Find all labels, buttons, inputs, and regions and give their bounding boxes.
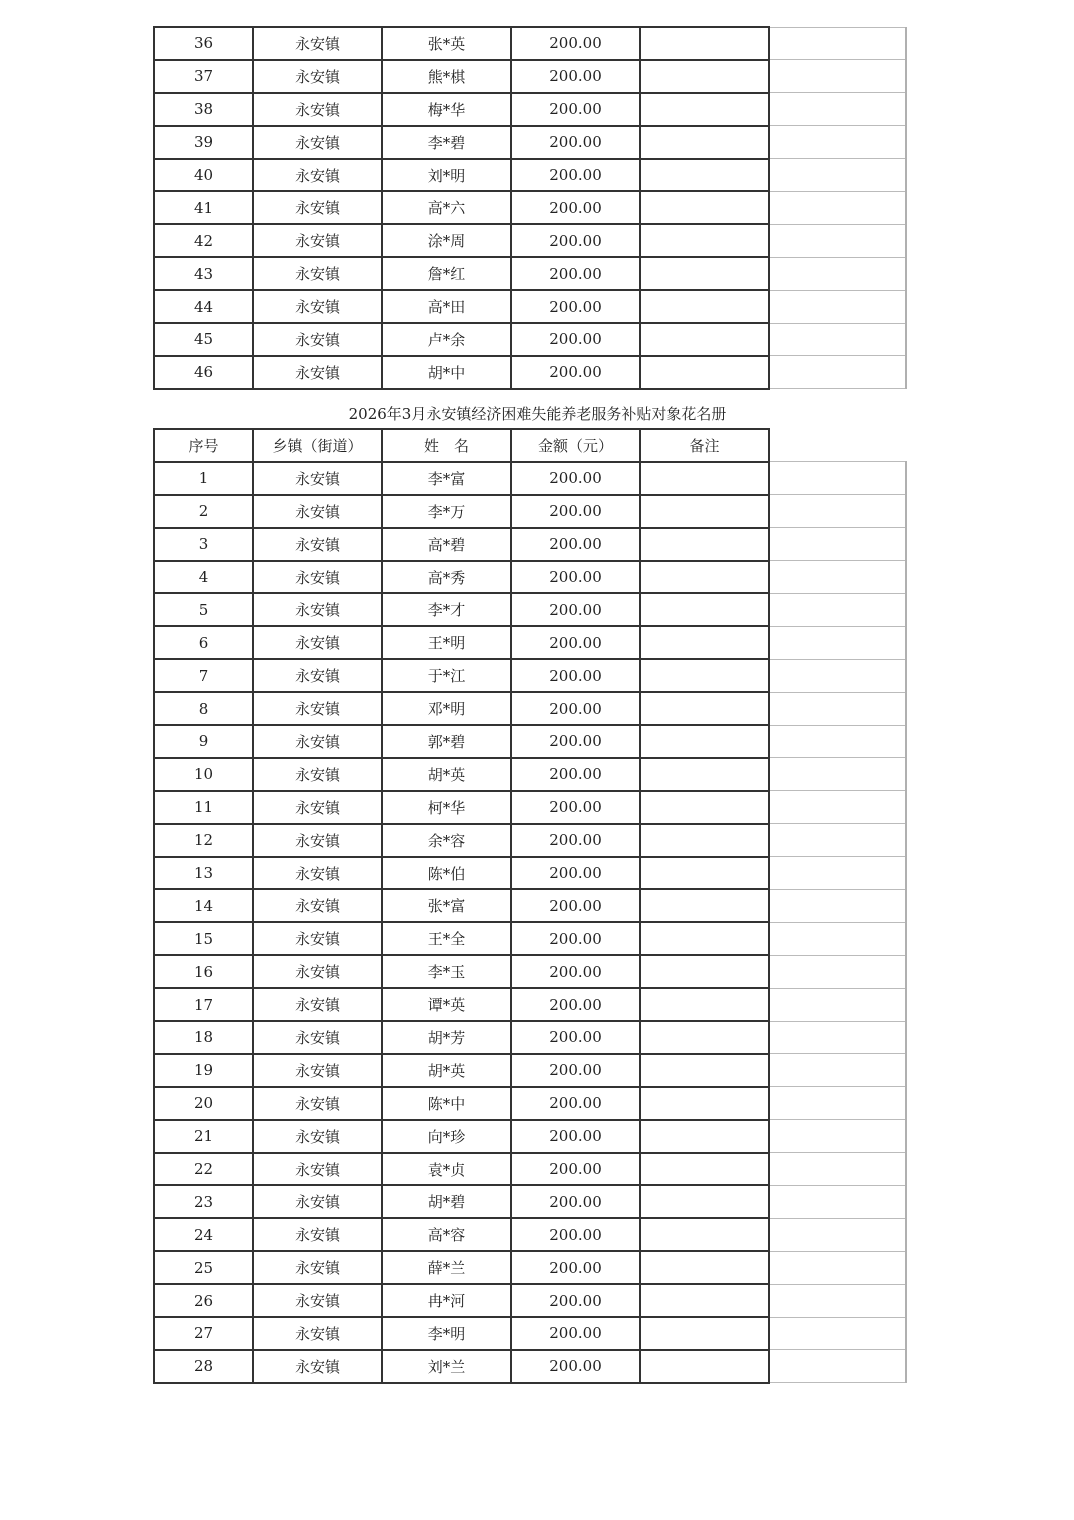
row-remarks (640, 561, 769, 594)
table-row (154, 593, 906, 626)
row-amount: 200.00 (511, 659, 640, 692)
row-name: 李*碧 (382, 126, 511, 159)
row-remarks (640, 1120, 769, 1153)
row-serial-number: 37 (154, 60, 253, 93)
row-serial-number: 22 (154, 1153, 253, 1186)
row-extra-cell (769, 955, 906, 988)
row-amount: 200.00 (511, 1054, 640, 1087)
row-township: 永安镇 (253, 191, 382, 224)
row-amount: 200.00 (511, 27, 640, 60)
row-extra-cell (769, 1021, 906, 1054)
row-amount: 200.00 (511, 224, 640, 257)
table-row (154, 659, 906, 692)
row-township: 永安镇 (253, 528, 382, 561)
table-row (154, 159, 906, 192)
roster-table-continued-body (154, 27, 906, 389)
table-row (154, 495, 906, 528)
row-name: 李*明 (382, 1317, 511, 1350)
row-amount: 200.00 (511, 93, 640, 126)
row-name: 胡*芳 (382, 1021, 511, 1054)
row-extra-cell (769, 758, 906, 791)
row-name: 李*才 (382, 593, 511, 626)
row-serial-number: 39 (154, 126, 253, 159)
row-amount: 200.00 (511, 356, 640, 389)
row-remarks (640, 955, 769, 988)
row-amount: 200.00 (511, 1185, 640, 1218)
row-name: 胡*英 (382, 758, 511, 791)
row-serial-number: 23 (154, 1185, 253, 1218)
row-extra-cell (769, 528, 906, 561)
row-amount: 200.00 (511, 528, 640, 561)
row-township: 永安镇 (253, 1185, 382, 1218)
row-extra-cell (769, 922, 906, 955)
row-remarks (640, 1350, 769, 1383)
row-amount: 200.00 (511, 159, 640, 192)
row-township: 永安镇 (253, 323, 382, 356)
row-name: 陈*中 (382, 1087, 511, 1120)
table-row (154, 1153, 906, 1186)
row-remarks (640, 323, 769, 356)
row-serial-number: 18 (154, 1021, 253, 1054)
row-serial-number: 24 (154, 1218, 253, 1251)
row-serial-number: 27 (154, 1317, 253, 1350)
row-serial-number: 8 (154, 692, 253, 725)
row-extra-cell (769, 1087, 906, 1120)
roster-title: 2026年3月永安镇经济困难失能养老服务补贴对象花名册 (348, 405, 727, 423)
row-amount: 200.00 (511, 955, 640, 988)
row-remarks (640, 1087, 769, 1120)
row-remarks (640, 1284, 769, 1317)
row-serial-number: 19 (154, 1054, 253, 1087)
row-remarks (640, 1185, 769, 1218)
table-row (154, 93, 906, 126)
row-extra-cell (769, 1153, 906, 1186)
row-serial-number: 20 (154, 1087, 253, 1120)
table-row (154, 27, 906, 60)
row-name: 涂*周 (382, 224, 511, 257)
row-serial-number: 15 (154, 922, 253, 955)
row-name: 陈*伯 (382, 857, 511, 890)
row-name: 薛*兰 (382, 1251, 511, 1284)
row-extra-cell (769, 60, 906, 93)
row-name: 卢*余 (382, 323, 511, 356)
row-amount: 200.00 (511, 1087, 640, 1120)
row-amount: 200.00 (511, 758, 640, 791)
row-amount: 200.00 (511, 725, 640, 758)
row-remarks (640, 725, 769, 758)
row-name: 张*英 (382, 27, 511, 60)
row-name: 柯*华 (382, 791, 511, 824)
row-remarks (640, 126, 769, 159)
row-extra-cell (769, 356, 906, 389)
row-serial-number: 7 (154, 659, 253, 692)
row-serial-number: 21 (154, 1120, 253, 1153)
row-remarks (640, 1251, 769, 1284)
row-amount: 200.00 (511, 1317, 640, 1350)
row-remarks (640, 1218, 769, 1251)
row-remarks (640, 1021, 769, 1054)
row-serial-number: 41 (154, 191, 253, 224)
row-amount: 200.00 (511, 692, 640, 725)
row-extra-cell (769, 1218, 906, 1251)
row-remarks (640, 224, 769, 257)
row-extra-cell (769, 725, 906, 758)
row-serial-number: 2 (154, 495, 253, 528)
row-remarks (640, 692, 769, 725)
row-township: 永安镇 (253, 1021, 382, 1054)
row-name: 熊*棋 (382, 60, 511, 93)
row-township: 永安镇 (253, 857, 382, 890)
table-row (154, 791, 906, 824)
row-remarks (640, 824, 769, 857)
row-township: 永安镇 (253, 1218, 382, 1251)
row-name: 李*万 (382, 495, 511, 528)
row-township: 永安镇 (253, 1350, 382, 1383)
table-row (154, 758, 906, 791)
row-name: 王*全 (382, 922, 511, 955)
row-serial-number: 25 (154, 1251, 253, 1284)
row-township: 永安镇 (253, 1317, 382, 1350)
row-township: 永安镇 (253, 725, 382, 758)
table-row (154, 1087, 906, 1120)
row-name: 邓*明 (382, 692, 511, 725)
row-remarks (640, 528, 769, 561)
row-township: 永安镇 (253, 692, 382, 725)
row-remarks (640, 93, 769, 126)
row-remarks (640, 191, 769, 224)
row-remarks (640, 758, 769, 791)
header-township: 乡镇（街道） (253, 429, 382, 462)
row-township: 永安镇 (253, 626, 382, 659)
row-amount: 200.00 (511, 1350, 640, 1383)
header-amount: 金额（元） (511, 429, 640, 462)
row-remarks (640, 356, 769, 389)
row-township: 永安镇 (253, 290, 382, 323)
table-row (154, 561, 906, 594)
row-township: 永安镇 (253, 224, 382, 257)
row-remarks (640, 495, 769, 528)
row-amount: 200.00 (511, 1284, 640, 1317)
row-extra-cell (769, 93, 906, 126)
row-township: 永安镇 (253, 758, 382, 791)
row-remarks (640, 922, 769, 955)
roster-table-body (154, 462, 906, 1383)
row-remarks (640, 1054, 769, 1087)
row-extra-cell (769, 224, 906, 257)
table-row (154, 1317, 906, 1350)
row-amount: 200.00 (511, 1120, 640, 1153)
row-remarks (640, 159, 769, 192)
row-remarks (640, 60, 769, 93)
row-serial-number: 46 (154, 356, 253, 389)
row-township: 永安镇 (253, 922, 382, 955)
row-township: 永安镇 (253, 159, 382, 192)
table-row (154, 857, 906, 890)
row-township: 永安镇 (253, 1284, 382, 1317)
table-row (154, 955, 906, 988)
row-name: 胡*碧 (382, 1185, 511, 1218)
row-extra-cell (769, 1054, 906, 1087)
row-extra-cell (769, 1317, 906, 1350)
row-remarks (640, 1153, 769, 1186)
row-extra-cell (769, 27, 906, 60)
row-amount: 200.00 (511, 922, 640, 955)
row-serial-number: 14 (154, 889, 253, 922)
row-remarks (640, 791, 769, 824)
table-row (154, 922, 906, 955)
row-serial-number: 44 (154, 290, 253, 323)
row-township: 永安镇 (253, 126, 382, 159)
row-township: 永安镇 (253, 93, 382, 126)
row-extra-cell (769, 1284, 906, 1317)
row-name: 高*六 (382, 191, 511, 224)
row-extra-cell (769, 857, 906, 890)
row-extra-cell (769, 659, 906, 692)
row-amount: 200.00 (511, 257, 640, 290)
row-amount: 200.00 (511, 462, 640, 495)
row-extra-cell (769, 290, 906, 323)
table-row (154, 1185, 906, 1218)
row-serial-number: 40 (154, 159, 253, 192)
row-amount: 200.00 (511, 1021, 640, 1054)
row-remarks (640, 659, 769, 692)
table-row (154, 224, 906, 257)
row-amount: 200.00 (511, 1153, 640, 1186)
row-extra-cell (769, 692, 906, 725)
row-township: 永安镇 (253, 60, 382, 93)
row-serial-number: 38 (154, 93, 253, 126)
row-township: 永安镇 (253, 561, 382, 594)
table-row (154, 1054, 906, 1087)
row-serial-number: 1 (154, 462, 253, 495)
row-serial-number: 16 (154, 955, 253, 988)
row-township: 永安镇 (253, 1087, 382, 1120)
table-row (154, 1284, 906, 1317)
row-extra-cell (769, 495, 906, 528)
row-township: 永安镇 (253, 257, 382, 290)
row-township: 永安镇 (253, 1054, 382, 1087)
table-row (154, 126, 906, 159)
row-name: 郭*碧 (382, 725, 511, 758)
row-amount: 200.00 (511, 191, 640, 224)
row-name: 谭*英 (382, 988, 511, 1021)
row-serial-number: 6 (154, 626, 253, 659)
row-extra-cell (769, 626, 906, 659)
row-name: 李*富 (382, 462, 511, 495)
row-amount: 200.00 (511, 323, 640, 356)
row-amount: 200.00 (511, 561, 640, 594)
row-remarks (640, 290, 769, 323)
row-serial-number: 3 (154, 528, 253, 561)
row-township: 永安镇 (253, 824, 382, 857)
row-remarks (640, 1317, 769, 1350)
row-extra-cell (769, 988, 906, 1021)
row-township: 永安镇 (253, 988, 382, 1021)
row-amount: 200.00 (511, 1251, 640, 1284)
table-row (154, 988, 906, 1021)
row-township: 永安镇 (253, 955, 382, 988)
row-township: 永安镇 (253, 1120, 382, 1153)
row-amount: 200.00 (511, 126, 640, 159)
table-row (154, 1350, 906, 1383)
row-serial-number: 45 (154, 323, 253, 356)
row-township: 永安镇 (253, 462, 382, 495)
row-name: 李*玉 (382, 955, 511, 988)
row-name: 詹*红 (382, 257, 511, 290)
row-remarks (640, 988, 769, 1021)
table-row (154, 1218, 906, 1251)
row-extra-cell (769, 257, 906, 290)
roster-table-continued (153, 26, 907, 390)
row-name: 张*富 (382, 889, 511, 922)
row-township: 永安镇 (253, 1153, 382, 1186)
row-name: 刘*明 (382, 159, 511, 192)
header-extra-column (769, 429, 906, 462)
row-extra-cell (769, 462, 906, 495)
row-extra-cell (769, 1350, 906, 1383)
row-amount: 200.00 (511, 495, 640, 528)
row-amount: 200.00 (511, 60, 640, 93)
table-row (154, 1120, 906, 1153)
row-serial-number: 13 (154, 857, 253, 890)
row-remarks (640, 462, 769, 495)
row-amount: 200.00 (511, 889, 640, 922)
row-extra-cell (769, 561, 906, 594)
row-name: 胡*英 (382, 1054, 511, 1087)
row-extra-cell (769, 1185, 906, 1218)
table-row (154, 626, 906, 659)
row-extra-cell (769, 159, 906, 192)
table-row (154, 257, 906, 290)
table-row (154, 725, 906, 758)
row-name: 高*碧 (382, 528, 511, 561)
row-remarks (640, 27, 769, 60)
row-amount: 200.00 (511, 626, 640, 659)
table-row (154, 824, 906, 857)
row-extra-cell (769, 1251, 906, 1284)
row-extra-cell (769, 791, 906, 824)
table-row (154, 191, 906, 224)
row-remarks (640, 857, 769, 890)
row-name: 袁*贞 (382, 1153, 511, 1186)
row-name: 高*容 (382, 1218, 511, 1251)
row-name: 余*容 (382, 824, 511, 857)
row-extra-cell (769, 824, 906, 857)
row-amount: 200.00 (511, 593, 640, 626)
table-row (154, 323, 906, 356)
row-name: 冉*河 (382, 1284, 511, 1317)
row-remarks (640, 593, 769, 626)
row-serial-number: 43 (154, 257, 253, 290)
row-name: 于*江 (382, 659, 511, 692)
row-name: 刘*兰 (382, 1350, 511, 1383)
row-serial-number: 4 (154, 561, 253, 594)
row-remarks (640, 626, 769, 659)
row-township: 永安镇 (253, 495, 382, 528)
row-amount: 200.00 (511, 857, 640, 890)
table-row (154, 462, 906, 495)
row-extra-cell (769, 1120, 906, 1153)
row-amount: 200.00 (511, 988, 640, 1021)
table-row (154, 692, 906, 725)
row-township: 永安镇 (253, 1251, 382, 1284)
row-serial-number: 36 (154, 27, 253, 60)
row-amount: 200.00 (511, 824, 640, 857)
row-serial-number: 10 (154, 758, 253, 791)
row-name: 高*秀 (382, 561, 511, 594)
header-serial-number: 序号 (154, 429, 253, 462)
table-row (154, 356, 906, 389)
row-township: 永安镇 (253, 356, 382, 389)
row-name: 高*田 (382, 290, 511, 323)
row-serial-number: 28 (154, 1350, 253, 1383)
row-township: 永安镇 (253, 27, 382, 60)
header-name: 姓 名 (382, 429, 511, 462)
row-remarks (640, 257, 769, 290)
row-name: 胡*中 (382, 356, 511, 389)
table-row (154, 290, 906, 323)
row-serial-number: 42 (154, 224, 253, 257)
row-amount: 200.00 (511, 1218, 640, 1251)
table-row (154, 1021, 906, 1054)
table-row (154, 1251, 906, 1284)
table-row (154, 528, 906, 561)
row-extra-cell (769, 593, 906, 626)
header-remarks: 备注 (640, 429, 769, 462)
row-name: 梅*华 (382, 93, 511, 126)
row-serial-number: 26 (154, 1284, 253, 1317)
row-name: 向*珍 (382, 1120, 511, 1153)
row-serial-number: 17 (154, 988, 253, 1021)
row-serial-number: 12 (154, 824, 253, 857)
roster-table (153, 428, 907, 1384)
row-extra-cell (769, 191, 906, 224)
row-remarks (640, 889, 769, 922)
table-header-row (154, 429, 906, 462)
row-extra-cell (769, 889, 906, 922)
table-row (154, 889, 906, 922)
row-township: 永安镇 (253, 593, 382, 626)
row-name: 王*明 (382, 626, 511, 659)
row-serial-number: 11 (154, 791, 253, 824)
row-serial-number: 5 (154, 593, 253, 626)
row-amount: 200.00 (511, 290, 640, 323)
row-amount: 200.00 (511, 791, 640, 824)
row-township: 永安镇 (253, 659, 382, 692)
row-extra-cell (769, 323, 906, 356)
row-serial-number: 9 (154, 725, 253, 758)
row-township: 永安镇 (253, 791, 382, 824)
row-extra-cell (769, 126, 906, 159)
table-row (154, 60, 906, 93)
row-township: 永安镇 (253, 889, 382, 922)
